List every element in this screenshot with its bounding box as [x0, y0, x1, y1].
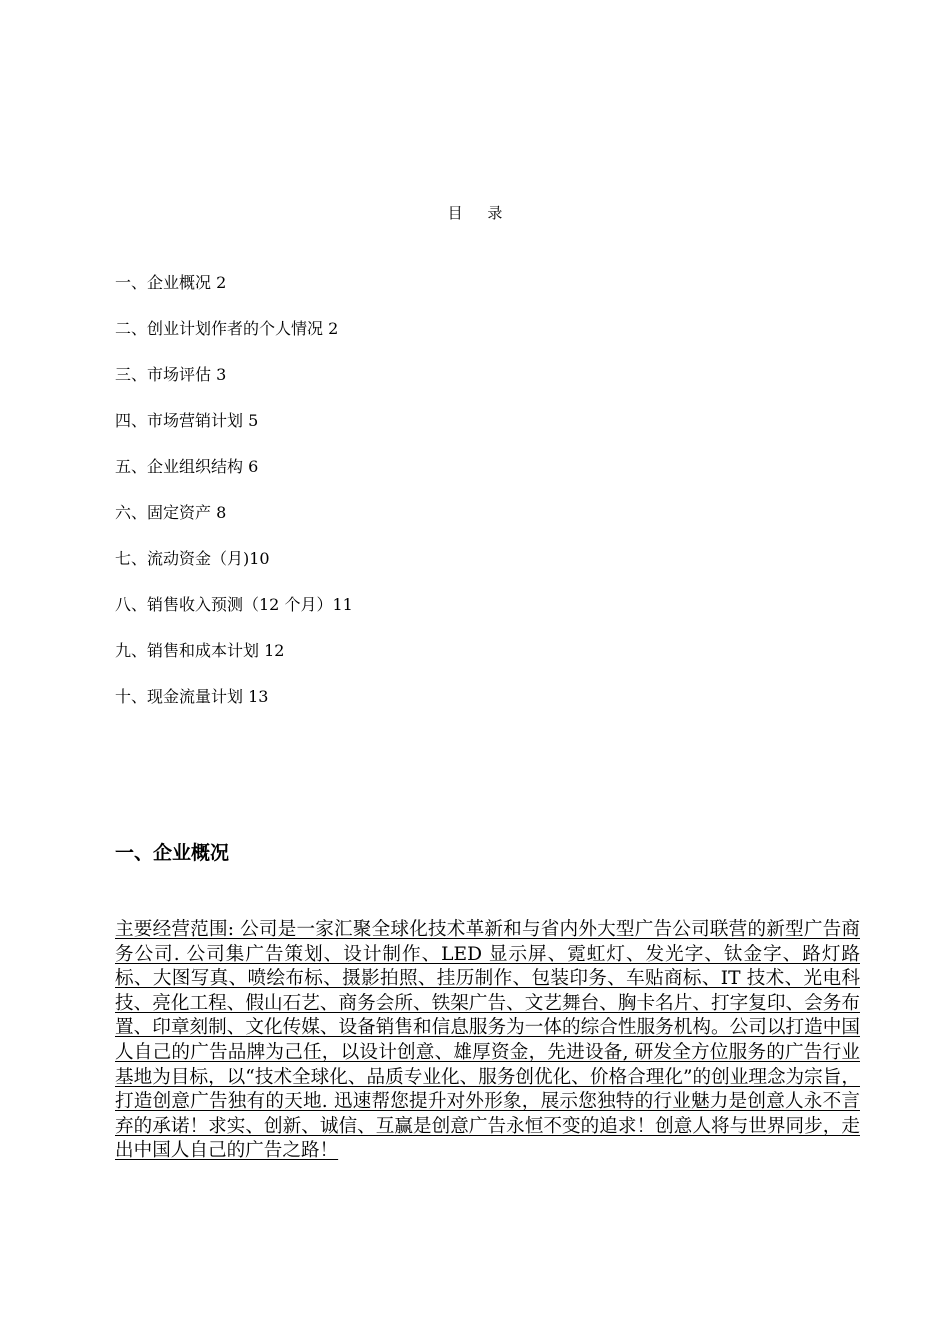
business-scope-paragraph: 主要经营范围: 公司是一家汇聚全球化技术革新和与省内外大型广告公司联营的新型广告商务公司. 公司集广告策划、设计制作、LED 显示屏、霓虹灯、发光字、钛金字、路灯路标、大图写真、喷绘布标、摄影拍照、挂历制作、包装印务、车贴商标、IT 技术、光电科技、亮化工程、假山石艺、商务会所、铁架广告、文艺舞台、胸卡名片、打字复印、会务布置、印章刻制、文化传媒、设备销售和信息服务为一体的综合性服务机构。公司以打造中国人自己的广告品牌为己任，以设计创意、雄厚资金，先进设备, 研发全方位服务的广告行业基地为目标，以“技术全球化、品质专业化、服务创优化、价格合理化”的创业理念为宗旨，打造创意广告独有的天地. 迅速帮您提升对外形象，展示您独特的行业魅力是创意人永不言弃的承诺！求实、创新、诚信、互赢是创意广告永恒不变的追求！创意人将与世界同步，走出中国人自己的广告之路！	[115, 919, 860, 1162]
table-of-contents	[115, 272, 353, 732]
toc-item-2: 二、创业计划作者的个人情况 2	[115, 319, 339, 338]
toc-item-7: 七、流动资金（月)10	[115, 549, 270, 568]
toc-item-1: 一、企业概况 2	[115, 273, 227, 292]
toc-item-8: 八、销售收入预测（12 个月）11	[115, 595, 353, 614]
toc-item-9: 九、销售和成本计划 12	[115, 641, 285, 660]
section-heading-company-overview: 一、企业概况	[115, 842, 230, 864]
toc-item-4: 四、市场营销计划 5	[115, 411, 259, 430]
toc-item-3: 三、市场评估 3	[115, 365, 227, 384]
toc-item-5: 五、企业组织结构 6	[115, 457, 259, 476]
toc-title: 目 录	[447, 204, 513, 222]
toc-item-6: 六、固定资产 8	[115, 503, 227, 522]
toc-item-10: 十、现金流量计划 13	[115, 687, 269, 706]
